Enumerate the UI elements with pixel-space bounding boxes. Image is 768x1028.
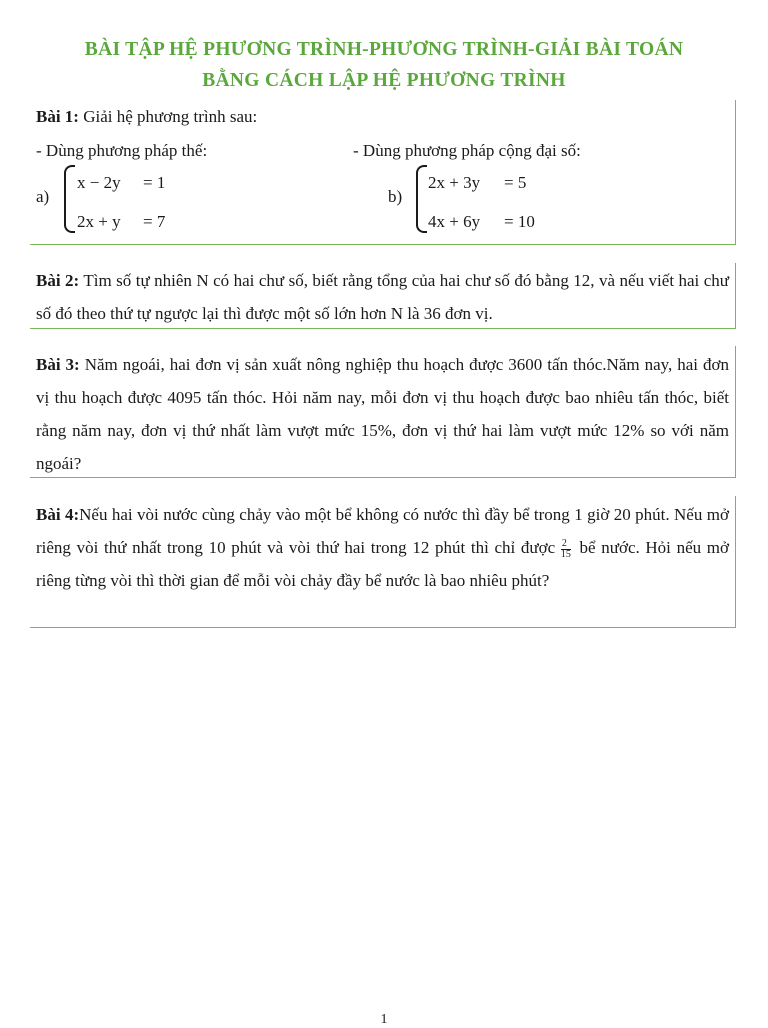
method-substitution: - Dùng phương pháp thế: [36,141,208,160]
system-a-brace [64,165,75,233]
exercise-2-paragraph [36,264,729,330]
system-a-eq2-rhs: = 7 [143,212,166,231]
system-b-eq2-lhs: 4x + 6y [428,212,481,231]
exercise-4-paragraph [36,498,729,597]
exercise-2-text: Tìm số tự nhiên N có hai chư số, biết rằng tổng của hai chư số đó bằng 12, và nếu viết hai chư số đó theo thứ tự ngược lại thì được một số lớn hơn N là 36 đơn vị. [36,271,730,323]
exercise-1-label: Bài 1: [36,107,79,126]
exercise-1-box [30,100,736,245]
fraction-denominator: 15 [560,548,571,560]
system-b-eq1-lhs: 2x + 3y [428,173,481,192]
exercise-3-text: Năm ngoái, hai đơn vị sản xuất nông nghiệp thu hoạch được 3600 tấn thóc.Năm nay, hai đơn vị thu hoạch được 4095 tấn thóc. Hỏi năm nay, mỗi đơn vị thu hoạch được bao nhiêu tấn thóc, biết rằng năm nay, đơn vị thứ nhất làm vượt mức 15%, đơn vị thứ hai làm vượt mức 12% so với năm ngoái? [36,355,729,473]
exercise-2-box [30,263,736,329]
exercise-1-text: Giải hệ phương trình sau: [78,107,258,126]
exercise-3-box [30,346,736,478]
system-b-label: b) [388,187,403,206]
system-a-eq1-rhs: = 1 [143,173,166,192]
exercise-4-box [30,496,736,628]
exercise-3-paragraph [36,348,729,480]
system-b-eq1-rhs: = 5 [504,173,527,192]
system-a-label: a) [36,187,50,206]
system-b-brace [416,165,427,233]
exercise-4-text-1: Nếu hai vòi nước cùng chảy vào một bể không có nước thì đầy bể trong 1 giờ 20 phút. Nếu mở riêng vòi thứ nhất trong 10 phút và vòi thứ hai trong 12 phút thì chỉ được [36,505,729,557]
document-title [0,34,768,96]
title-line-2: BẰNG CÁCH LẬP HỆ PHƯƠNG TRÌNH [202,70,566,91]
method-addition: - Dùng phương pháp cộng đại số: [353,141,581,160]
fraction-numerator: 2 [561,539,571,550]
exercise-4-label: Bài 4: [36,505,80,524]
exercise-2-label: Bài 2: [36,271,80,290]
exercise-3-label: Bài 3: [36,355,80,374]
fraction [561,539,571,560]
system-b-eq2-rhs: = 10 [504,212,535,231]
system-a-eq1-lhs: x − 2y [77,173,121,192]
page-number: 1 [380,1012,388,1027]
exercise-1-heading [36,106,729,128]
system-a-eq2-lhs: 2x + y [77,212,121,231]
title-line-1: BÀI TẬP HỆ PHƯƠNG TRÌNH-PHƯƠNG TRÌNH-GIẢI BÀI TOÁN [84,39,684,60]
exercise-4-text-2: bể nước. Hỏi nếu mở riêng từng vòi thì thời gian để mỗi vòi chảy đầy bể nước là bao nhiêu phút? [36,538,729,590]
